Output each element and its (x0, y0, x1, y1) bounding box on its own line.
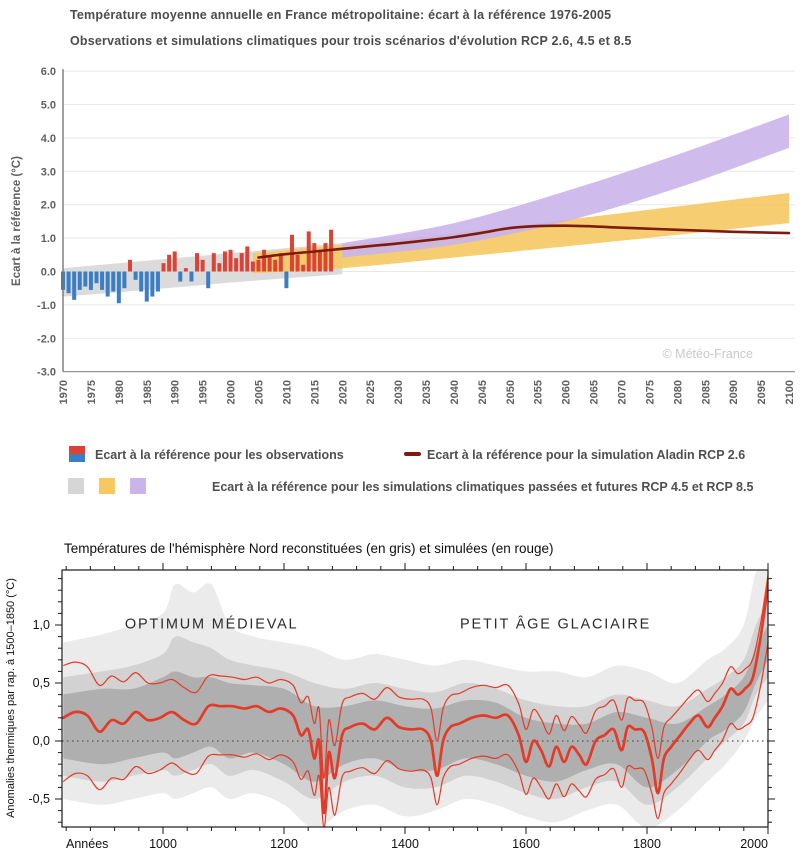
bottom-chart-svg (0, 560, 800, 852)
legend-swatch-observations (69, 446, 85, 462)
svg-text:5.0: 5.0 (40, 99, 56, 112)
svg-text:2085: 2085 (700, 380, 713, 405)
top-y-tick-labels (37, 66, 56, 379)
top-bands (63, 115, 789, 297)
svg-text:1.0: 1.0 (40, 233, 56, 246)
bottom-chart-title: Températures de l'hémisphère Nord reconstituées (en gris) et simulées (en rouge) (64, 541, 554, 556)
svg-text:1975: 1975 (85, 380, 98, 405)
svg-text:2025: 2025 (365, 380, 378, 405)
svg-text:3.0: 3.0 (40, 166, 56, 179)
svg-text:2.0: 2.0 (40, 199, 56, 212)
bottom-y-tick-labels (28, 618, 50, 806)
svg-text:0,5: 0,5 (32, 676, 50, 690)
svg-text:0.0: 0.0 (40, 266, 56, 279)
svg-text:1985: 1985 (141, 380, 154, 405)
svg-text:1000: 1000 (149, 837, 177, 851)
svg-text:1995: 1995 (197, 380, 210, 405)
svg-text:1980: 1980 (113, 380, 126, 405)
svg-text:2060: 2060 (560, 380, 573, 405)
svg-text:2005: 2005 (253, 380, 266, 405)
legend-swatch-aladin (404, 452, 421, 456)
svg-text:1600: 1600 (512, 837, 540, 851)
top-gridlines (63, 71, 795, 338)
svg-text:2010: 2010 (281, 380, 294, 405)
svg-text:PETIT ÂGE GLACIAIRE: PETIT ÂGE GLACIAIRE (460, 616, 652, 633)
svg-text:2035: 2035 (421, 380, 434, 405)
svg-text:2045: 2045 (476, 380, 489, 405)
legend-label-bands: Ecart à la référence pour les simulations climatiques passées et futures RCP 4.5 et RCP 8.5 (212, 480, 754, 494)
bottom-x-axis-title: Années (66, 837, 109, 851)
svg-text:2070: 2070 (616, 380, 629, 405)
svg-text:-1.0: -1.0 (37, 299, 56, 312)
svg-text:1,0: 1,0 (32, 618, 50, 632)
top-chart-svg (0, 58, 800, 433)
period-annotations (125, 615, 651, 632)
svg-text:2065: 2065 (588, 380, 601, 405)
svg-text:2030: 2030 (393, 380, 406, 405)
bottom-plot-area (62, 567, 768, 828)
svg-text:4.0: 4.0 (40, 132, 56, 145)
svg-text:2020: 2020 (337, 380, 350, 405)
svg-text:2075: 2075 (644, 380, 657, 405)
legend-swatch-past (68, 478, 84, 494)
svg-text:1970: 1970 (58, 380, 70, 405)
svg-text:2055: 2055 (532, 380, 545, 405)
legend-swatch-rcp45 (99, 478, 115, 494)
svg-text:2100: 2100 (784, 380, 797, 405)
top-y-axis-title: Ecart à la référence (°C) (11, 156, 23, 286)
svg-text:1990: 1990 (169, 380, 182, 405)
svg-text:OPTIMUM MÉDIEVAL: OPTIMUM MÉDIEVAL (124, 616, 299, 633)
svg-text:0,0: 0,0 (32, 734, 50, 748)
top-chart-title: Température moyenne annuelle en France métropolitaine: écart à la référence 1976-2005 (70, 8, 612, 22)
svg-text:2000: 2000 (225, 380, 238, 405)
svg-text:2095: 2095 (756, 380, 769, 405)
meteo-france-watermark: © Météo-France (662, 347, 753, 361)
svg-text:-0,5: -0,5 (28, 792, 50, 806)
svg-text:1400: 1400 (391, 837, 419, 851)
top-x-tick-labels (58, 380, 796, 404)
svg-text:2050: 2050 (504, 380, 517, 405)
legend-label-observations: Ecart à la référence pour les observations (95, 448, 344, 462)
svg-text:2090: 2090 (728, 380, 741, 405)
svg-text:2015: 2015 (309, 380, 322, 405)
bottom-x-tick-labels (149, 837, 768, 851)
svg-text:2040: 2040 (448, 380, 461, 405)
svg-text:1800: 1800 (633, 837, 661, 851)
svg-text:6.0: 6.0 (40, 66, 56, 79)
reconstruction-cloud (63, 567, 768, 828)
svg-text:2000: 2000 (740, 837, 768, 851)
svg-text:1200: 1200 (270, 837, 298, 851)
bottom-y-axis-title: Anomalies thermiques par rap. à 1500–1850 (°C) (5, 578, 17, 818)
svg-text:-3.0: -3.0 (37, 366, 56, 379)
legend-label-aladin: Ecart à la référence pour la simulation Aladin RCP 2.6 (427, 448, 746, 462)
svg-text:2080: 2080 (672, 380, 685, 405)
top-chart-subtitle: Observations et simulations climatiques pour trois scénarios d'évolution RCP 2.6, 4.5 et 8.5 (70, 34, 632, 48)
svg-text:-2.0: -2.0 (37, 333, 56, 346)
legend-swatch-rcp85 (130, 478, 146, 494)
